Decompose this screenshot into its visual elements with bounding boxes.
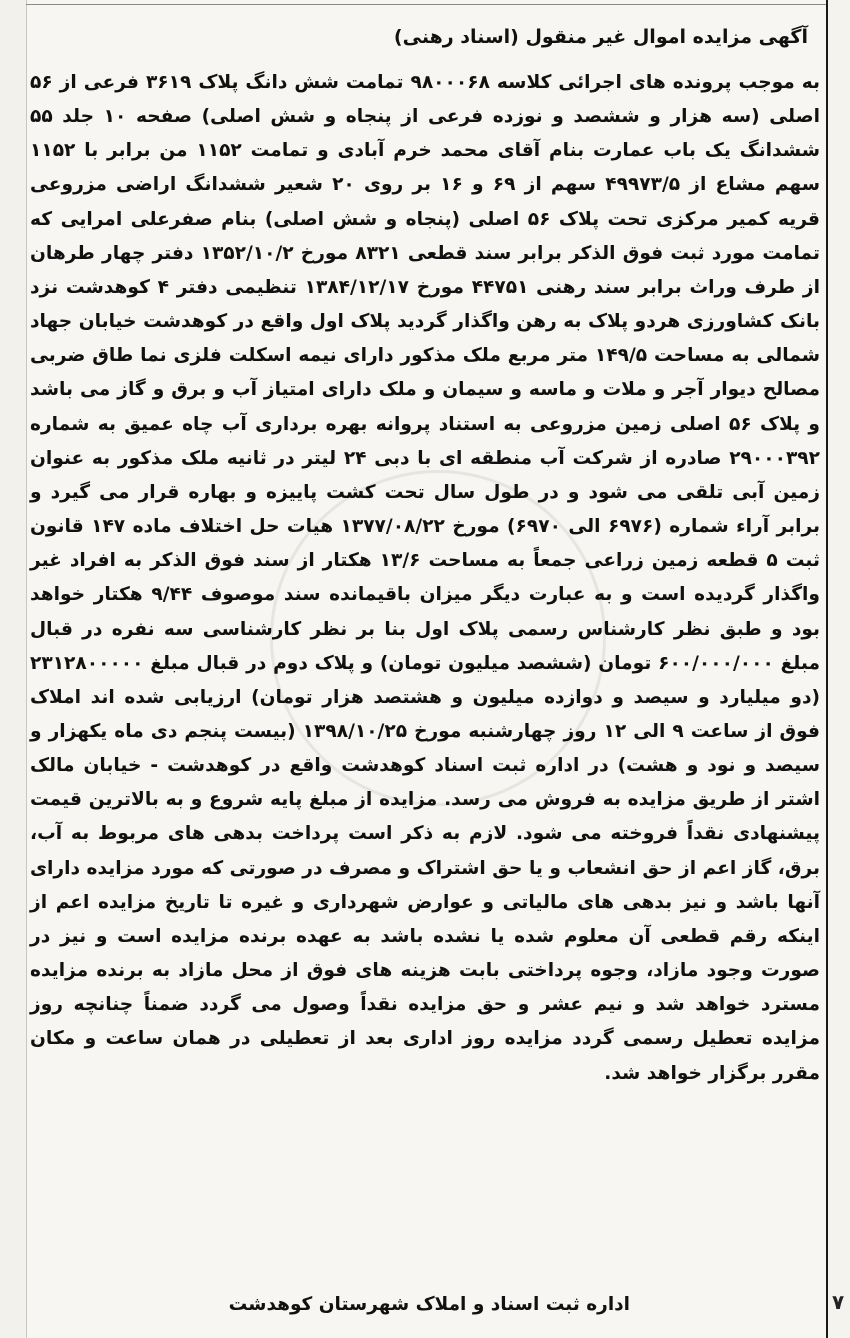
notice-signature: اداره ثبت اسناد و املاک شهرستان کوهدشت: [228, 1294, 630, 1315]
notice-title: آگهی مزایده اموال غیر منقول (اسناد رهنی): [393, 26, 808, 48]
notice-body: به موجب پرونده های اجرائی کلاسه ۹۸۰۰۰۶۸ تمامت شش دانگ پلاک ۳۶۱۹ فرعی از ۵۶ اصلی (سه هزار و ششصد و نوزده فرعی از پنجاه و شش اصلی) صفحه ۱۰ جلد ۵۵ ششدانگ یک باب عمارت بنام آقای محمد خرم آبادی و تمامت ۱۱۵۲ من برابر با ۱۱۵۲ سهم مشاع از ۴۹۹۷۳/۵ سهم از ۶۹ و ۱۶ بر روی ۲۰ شعیر ششدانگ اراضی مزروعی قریه کمیر مرکزی تحت پلاک ۵۶ اصلی (پنجاه و شش اصلی) بنام صفرعلی امرایی که تمامت مورد ثبت فوق الذکر برابر سند قطعی ۸۳۲۱ مورخ ۱۳۵۲/۱۰/۲ دفتر چهار طرهان از طرف وراث برابر سند رهنی ۴۴۷۵۱ مورخ ۱۳۸۴/۱۲/۱۷ تنظیمی دفتر ۴ کوهدشت نزد بانک کشاورزی هردو پلاک به رهن واگذار گردید پلاک اول واقع در کوهدشت خیابان جهاد شمالی به مساحت ۱۴۹/۵ متر مربع ملک مذکور دارای نیمه اسکلت فلزی نما طاق ضربی مصالح دیوار آجر و ملات و ماسه و سیمان و ملک دارای امتیاز آب و برق و گاز می باشد و پلاک ۵۶ اصلی زمین مزروعی به استناد پروانه بهره برداری آب چاه عمیق به شماره ۲۹۰۰۰۳۹۲ صادره از شرکت آب منطقه ای با دبی ۲۴ لیتر در ثانیه ملک مذکور به عنوان زمین آبی تلقی می شود و در طول سال تحت کشت پاییزه و بهاره قرار می گیرد و برابر آراء شماره (۶۹۷۶ الی ۶۹۷۰) مورخ ۱۳۷۷/۰۸/۲۲ هیات حل اختلاف ماده ۱۴۷ قانون ثبت ۵ قطعه زمین زراعی جمعاً به مساحت ۱۳/۶ هکتار از سند فوق الذکر به افراد غیر واگذار گردیده است و به عبارت دیگر میزان باقیمانده سند موصوف ۹/۴۴ هکتار خواهد بود و طبق نظر کارشناس رسمی پلاک اول بنا بر نظر کارشناسی سه نفره در قبال مبلغ ۶۰۰/۰۰۰/۰۰۰ تومان (ششصد میلیون تومان) و پلاک دوم در قبال مبلغ ۲۳۱۲۸۰۰۰۰۰ (دو میلیارد و سیصد و دوازده میلیون و هشتصد هزار تومان) ارزیابی شده اند املاک فوق از ساعت ۹ الی ۱۲ روز چهارشنبه مورخ ۱۳۹۸/۱۰/۲۵ (بیست پنجم دی ماه یکهزار و سیصد و نود و هشت) در اداره ثبت اسناد کوهدشت واقع در کوهدشت - خیابان مالک اشتر از طریق مزایده به فروش می رسد. مزایده از مبلغ پایه شروع و به بالاترین قیمت پیشنهادی نقداً فروخته می شود. لازم به ذکر است پرداخت بدهی های مربوط به آب، برق، گاز اعم از حق انشعاب و یا حق اشتراک و مصرف در صورتی که مورد مزایده دارای آنها باشد و نیز بدهی های مالیاتی و عوارض شهرداری و غیره تا تاریخ مزایده اعم از اینکه رقم قطعی آن معلوم شده یا نشده باشد به عهده برنده مزایده است و نیز در صورت وجود مازاد، وجوه پرداختی بابت هزینه های فوق از محل مازاد به برنده مزایده مسترد خواهد شد و نیم عشر و حق مزایده نقداً وصول می گردد ضمناً چنانچه روز مزایده تعطیل رسمی گردد مزایده روز اداری بعد از تعطیلی در همان ساعت و مکان مقرر برگزار خواهد شد.: [30, 72, 821, 1084]
adjacent-column-left: [0, 0, 27, 1338]
top-divider: [26, 4, 826, 5]
adjacent-column-right: [828, 0, 850, 1338]
adjacent-column-fragment: ۷: [832, 1290, 845, 1314]
